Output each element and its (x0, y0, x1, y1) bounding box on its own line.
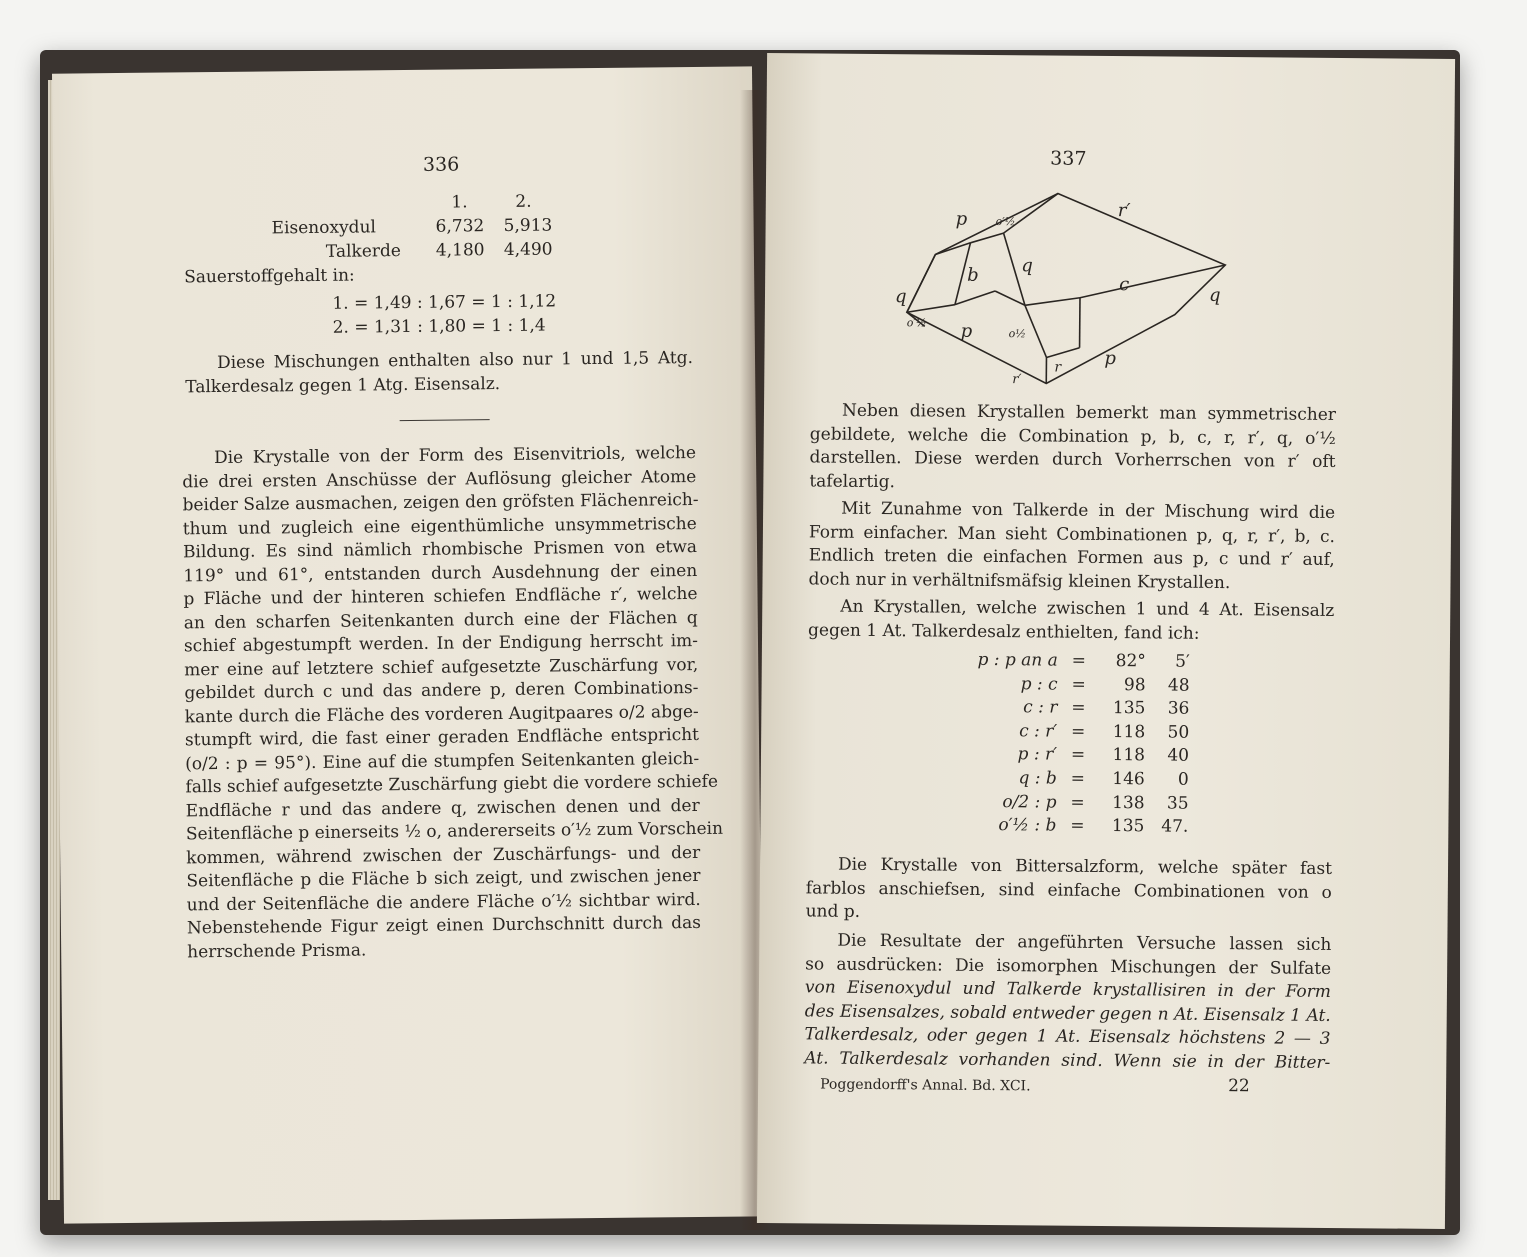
table-cell: 5,913 (503, 215, 553, 236)
figure-label: r (1054, 359, 1062, 376)
text-line: kommen, während zwischen der Zuschärfungs- und der (186, 842, 701, 868)
paragraph (808, 595, 1334, 647)
running-footer: Poggendorff's Annal. Bd. XCI. (820, 1076, 1031, 1095)
measurement-deg: 135 (1111, 816, 1145, 837)
text-line: gegen 1 At. Talkerdesalz enthielten, fand ich: (807, 619, 1200, 644)
text-line: Endfläche r und das andere q, zwischen denen und der (185, 795, 700, 821)
figure-label: q (894, 286, 907, 308)
text-line: Nebenstehende Figur zeigt einen Durchschnitt durch das (186, 912, 702, 939)
measurement-deg: 118 (1112, 721, 1146, 743)
text-line: an den scharfen Seitenkanten durch eine der Flächen q (183, 607, 698, 633)
text-line: Bildung. Es sind nämlich rhombische Prismen von etwa (182, 536, 698, 563)
measurement-pair: c : r′ (1019, 721, 1058, 742)
table-row-label: Eisenoxydul (271, 217, 377, 239)
ratio-line: 1. = 1,49 : 1,67 = 1 : 1,12 (332, 291, 557, 314)
measurement-min: 5′ (1175, 651, 1190, 672)
text-line: Diese Mischungen enthalten also nur 1 und 1,5 Atg. (216, 348, 694, 373)
table-cell: 4,490 (503, 239, 553, 260)
measurement-min: 40 (1167, 745, 1190, 767)
figure-label: r′ (1117, 200, 1131, 222)
measurement-deg: 138 (1112, 792, 1145, 813)
text-line: thum und zugleich eine eigenthümliche unsymmetrische (182, 513, 697, 539)
text-line: At. Talkerdesalz vorhanden sind. Wenn sie in der Bitter- (804, 1047, 1331, 1073)
text-line: gebildete, welche die Combination p, b, c, r, r′, q, o′½ (809, 423, 1336, 449)
measurement-deg: 135 (1112, 698, 1146, 719)
figure-label: o′½ (906, 316, 927, 330)
measurement-pair: q : b (1018, 768, 1057, 789)
text-line: herrschende Prisma. (187, 939, 367, 962)
text-line: beider Salze ausmachen, zeigen den gröfsten Flächenreich- (182, 489, 699, 516)
figure-label: q (1021, 255, 1033, 277)
measurement-row (968, 672, 1194, 698)
signature-mark: 22 (1228, 1076, 1250, 1097)
text-line: mer eine auf letztere schief aufgesetzte Zuschärfung vor, (184, 654, 699, 680)
table-row-label: Talkerde (325, 241, 402, 262)
page-number-right: 337 (1050, 147, 1087, 170)
text-line: tafelartig. (809, 470, 896, 492)
text-line: gebildet durch c und das andere p, deren Combinations- (184, 677, 699, 704)
measurement-eq: = (1070, 745, 1086, 766)
page-number-left: 336 (422, 153, 460, 176)
measurement-eq: = (1071, 674, 1086, 695)
measurement-min: 36 (1167, 698, 1190, 719)
figure-label: o½ (1008, 327, 1027, 341)
text-line: Neben diesen Krystallen bemerkt man symmetrischer (841, 400, 1337, 425)
text-line: schief abgestumpft werden. In der Endigung herrscht im- (183, 630, 699, 657)
measurement-eq: = (1070, 792, 1085, 813)
text-line: An Krystallen, welche zwischen 1 und 4 At. Eisensalz (840, 596, 1335, 621)
measurement-eq: = (1070, 815, 1085, 836)
text-line: farblos anschiefsen, sind einfache Combinationen von o (805, 877, 1332, 903)
figure-label: b (967, 264, 979, 286)
text-line: von Eisenoxydul und Talkerde krystallisiren in der Form (804, 977, 1332, 1002)
paragraph (808, 497, 1335, 596)
measurement-eq: = (1070, 721, 1086, 742)
text-line: kante durch die Fläche des vorderen Augitpaares o/2 abge- (184, 701, 699, 727)
left-page (52, 66, 764, 1223)
measurement-min: 0 (1177, 769, 1189, 790)
oxygen-label: Sauerstoffgehalt in: (184, 265, 355, 288)
text-line: Endlich treten die einfachen Formen aus p, c und r′ auf, (808, 545, 1335, 570)
measurement-pair: o′½ : b (998, 815, 1057, 836)
measurement-row (967, 767, 1193, 793)
measurement-row (967, 696, 1193, 722)
measurement-eq: = (1071, 650, 1087, 671)
table-col-header-1: 1. (451, 192, 468, 213)
measurement-min: 50 (1167, 722, 1190, 743)
text-line: falls schief aufgesetzte Zuschärfung giebt die vordere schiefe (185, 771, 719, 798)
text-line: Form einfacher. Man sieht Combinationen p, q, r, r′, b, c. (808, 521, 1336, 547)
measurement-min: 47. (1161, 816, 1189, 837)
paragraph (809, 399, 1336, 498)
crystal-figure (894, 186, 1236, 399)
text-line: so ausdrücken: Die isomorphen Mischungen der Sulfate (805, 953, 1332, 979)
text-line: Talkerdesalz, oder gegen 1 At. Eisensalz höchstens 2 — 3 (804, 1024, 1331, 1049)
measurement-pair: p : c (1020, 673, 1058, 695)
measurement-row (967, 720, 1193, 746)
text-line: Die Krystalle von Bittersalzform, welche später fast (837, 854, 1333, 879)
text-line: Seitenfläche p einerseits ½ o, andererseits o′½ zum Vorschein (185, 818, 724, 845)
right-page (757, 53, 1455, 1229)
text-line: Seitenfläche p die Fläche b sich zeigt, und zwischen jener (186, 865, 701, 892)
measurement-deg: 118 (1112, 745, 1146, 766)
paragraph (185, 347, 693, 399)
table-col-header-2: 2. (515, 191, 532, 212)
text-line: p Fläche und der hinteren schiefen Endfläche r′, welche (183, 583, 698, 610)
text-line: und der Seitenfläche die andere Fläche o′½ sichtbar wird. (186, 889, 701, 915)
measurement-row (967, 743, 1193, 769)
text-line: die drei ersten Anschüsse der Auflösung gleicher Atome (182, 466, 697, 492)
section-divider (400, 419, 490, 421)
measurement-deg: 98 (1123, 674, 1146, 695)
measurement-min: 48 (1167, 675, 1190, 696)
figure-label: p (1104, 347, 1117, 370)
measurement-pair: o/2 : p (1002, 791, 1057, 813)
figure-label: p (955, 208, 968, 230)
table-cell: 6,732 (435, 216, 485, 237)
crystal-outline (906, 192, 1226, 388)
table-cell: 4,180 (435, 240, 485, 261)
text-line: (o/2 : p = 95°). Eine auf die stumpfen Seitenkanten gleich- (185, 748, 700, 774)
measurement-deg: 146 (1112, 769, 1145, 790)
text-line: Die Resultate der angeführten Versuche lassen sich (837, 930, 1332, 955)
measurement-row (966, 790, 1192, 816)
text-line: Die Krystalle von der Form des Eisenvitriols, welche (213, 442, 697, 469)
text-line: des Eisensalzes, sobald entweder gegen n At. Eisensalz 1 At. (804, 1000, 1331, 1026)
measurement-row (966, 814, 1192, 840)
text-line: Talkerdesalz gegen 1 Atg. Eisensalz. (185, 373, 501, 397)
measurement-min: 35 (1166, 793, 1189, 814)
paragraph (182, 442, 724, 964)
measurement-pair: c : r (1023, 697, 1058, 718)
measurement-deg: 82° (1115, 651, 1146, 672)
measurement-eq: = (1071, 697, 1086, 719)
text-line: darstellen. Diese werden durch Vorherrschen von r′ oft (809, 447, 1336, 472)
measurements-table (966, 649, 1194, 840)
paragraph (806, 853, 1333, 928)
paragraph (804, 929, 1331, 1075)
text-line: stumpft wird, die fast einer geraden Endfläche entspricht (184, 724, 700, 751)
figure-label: q (1208, 284, 1221, 306)
text-line: 119° und 61°, entstanden durch Ausdehnung der einen (183, 560, 698, 586)
measurement-pair: p : p an a (977, 649, 1058, 671)
figure-label: r′ (1012, 372, 1022, 388)
figure-label: c (1119, 274, 1130, 296)
figure-label: p (960, 320, 973, 342)
measurement-pair: p : r′ (1017, 744, 1058, 765)
measurement-eq: = (1070, 768, 1086, 789)
measurement-row (968, 649, 1194, 675)
ratio-line: 2. = 1,31 : 1,80 = 1 : 1,4 (332, 315, 546, 338)
text-line: Mit Zunahme von Talkerde in der Mischung wird die (841, 498, 1336, 523)
figure-label: o′½ (995, 215, 1016, 229)
text-line: doch nur in verhältnifsmäfsig kleinen Krystallen. (808, 568, 1231, 593)
text-line: und p. (805, 901, 861, 922)
